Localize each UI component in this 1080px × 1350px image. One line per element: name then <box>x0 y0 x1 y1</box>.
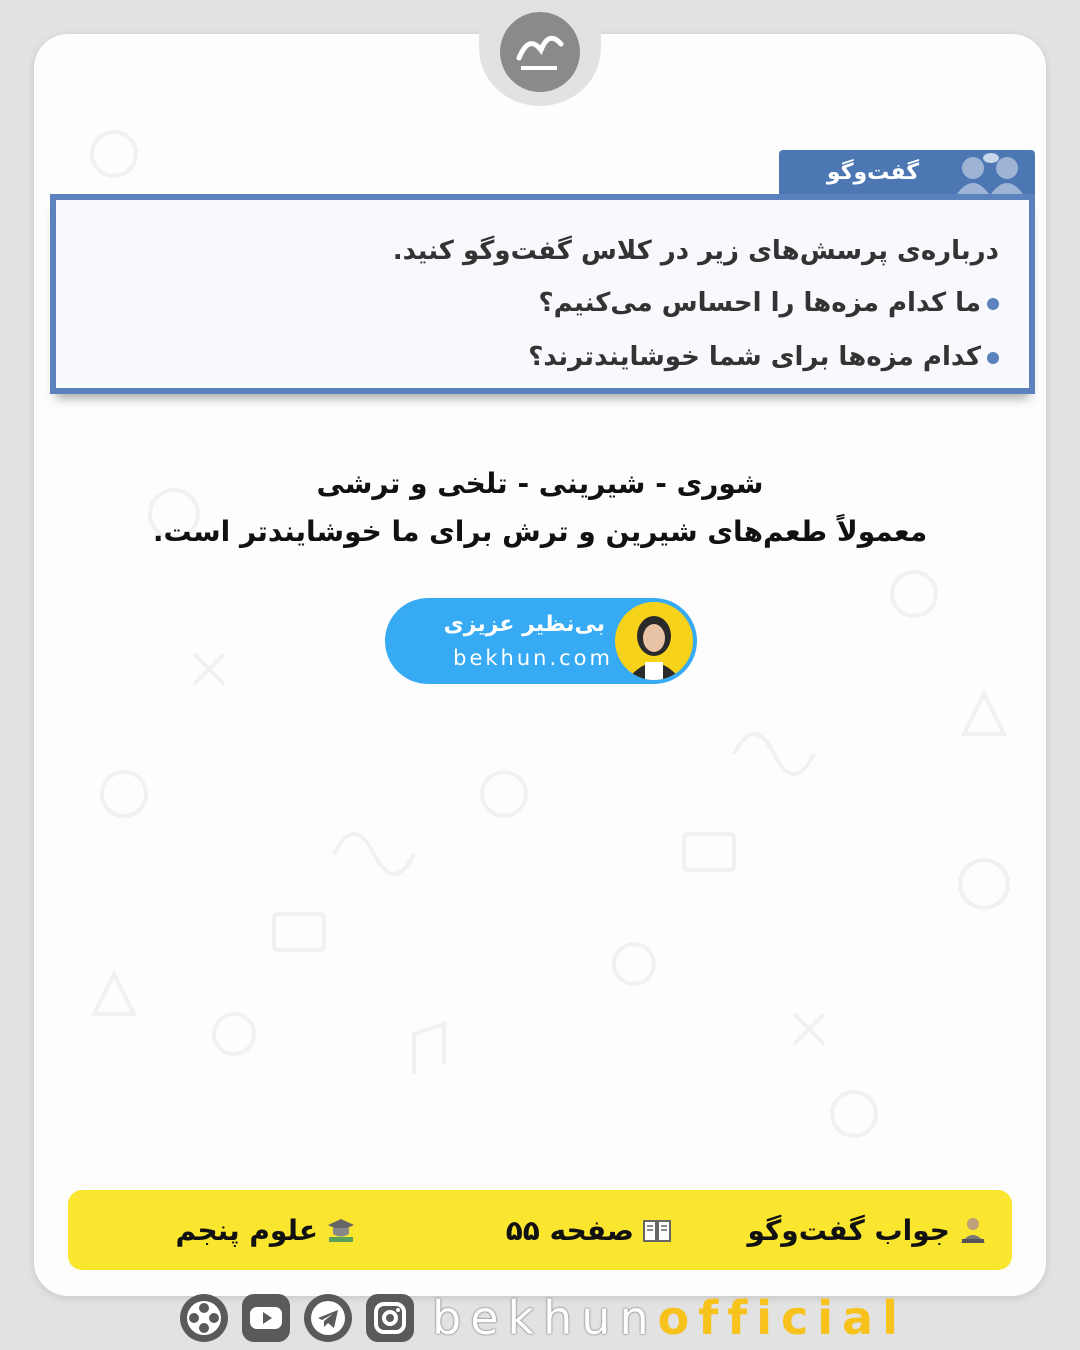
author-site: bekhun.com <box>453 646 613 670</box>
telegram-link[interactable] <box>304 1294 352 1342</box>
footer-topic: جواب گفت‌وگو <box>747 1210 988 1250</box>
instagram-link[interactable] <box>366 1294 414 1342</box>
author-badge[interactable] <box>385 598 697 684</box>
bekhun-logo <box>479 8 601 106</box>
excerpt-question: ما کدام مزه‌ها را احساس می‌کنیم؟ <box>539 288 999 318</box>
excerpt-tab-label: گفت‌وگو <box>826 160 920 185</box>
aparat-link[interactable] <box>180 1294 228 1342</box>
social-row <box>180 1290 907 1346</box>
bekhun-logo-icon <box>479 8 601 106</box>
footer-bar <box>68 1190 1012 1270</box>
youtube-icon <box>242 1294 290 1342</box>
film-icon <box>180 1294 228 1342</box>
textbook-excerpt <box>50 150 1035 415</box>
footer-page: صفحه ۵۵ <box>506 1210 672 1250</box>
instagram-icon <box>366 1294 414 1342</box>
excerpt-question: کدام مزه‌ها برای شما خوشایندترند؟ <box>528 342 999 372</box>
youtube-link[interactable] <box>242 1294 290 1342</box>
teacher-icon <box>958 1215 988 1245</box>
graduation-cap-icon <box>326 1215 356 1245</box>
answer-text <box>0 460 1080 556</box>
excerpt-intro: درباره‌ی پرسش‌های زیر در کلاس گفت‌وگو کنید. <box>392 236 999 266</box>
bullet-icon <box>987 298 999 310</box>
answer-line-2: معمولاً طعم‌های شیرین و ترش برای ما خوشایندتر است. <box>152 515 928 548</box>
telegram-icon <box>304 1294 352 1342</box>
avatar-icon <box>615 602 693 680</box>
footer-subject: علوم پنجم <box>176 1210 356 1250</box>
answer-line-1: شوری - شیرینی - تلخی و ترشی <box>316 467 764 500</box>
author-name: بی‌نظیر عزیزی <box>443 612 605 637</box>
brand-wordmark: bekhunofficial <box>432 1291 907 1345</box>
heads-icon <box>951 150 1031 194</box>
bullet-icon <box>987 352 999 364</box>
avatar <box>615 602 693 680</box>
excerpt-box <box>50 194 1035 394</box>
book-icon <box>642 1215 672 1245</box>
